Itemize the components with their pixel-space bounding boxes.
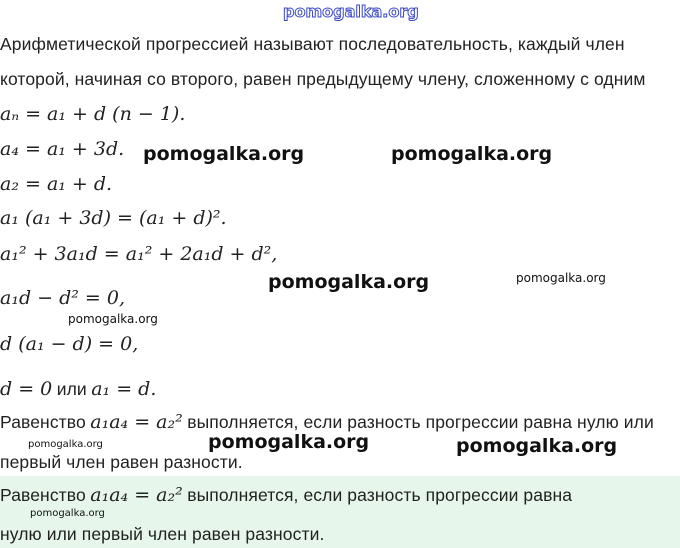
conclusion-rest: выполняется, если разность прогрессии равна нулю или — [187, 412, 654, 432]
formula-a2: a₂ = a₁ + d. — [0, 173, 113, 195]
formula-simplified: a₁d − d² = 0, — [0, 287, 126, 309]
formula-solutions — [0, 378, 156, 400]
intro-line-1: Арифметической прогрессией называют последовательность, каждый член — [0, 34, 625, 54]
watermark: pomogalka.org — [28, 439, 103, 450]
conclusion-expr: a₁a₄ = a₂² — [90, 411, 183, 433]
watermark: pomogalka.org — [456, 435, 618, 457]
formula-product: a₁ (a₁ + 3d) = (a₁ + d)². — [0, 207, 227, 229]
answer-expr: a₁a₄ = a₂² — [90, 484, 183, 506]
intro-line-2: которой, начиная со второго, равен предыдущему члену, сложенному с одним — [0, 69, 646, 89]
answer-line-1 — [0, 484, 572, 506]
watermark: pomogalka.org — [68, 312, 158, 326]
answer-line-2: нулю или первый член равен разности. — [0, 524, 325, 544]
watermark: pomogalka.org — [143, 143, 305, 165]
formula-expanded: a₁² + 3a₁d = a₁² + 2a₁d + d², — [0, 243, 278, 265]
formula-factored: d (a₁ − d) = 0, — [0, 333, 139, 355]
solution-or: или — [56, 379, 87, 399]
formula-a4: a₄ = a₁ + 3d. — [0, 138, 125, 160]
watermark: pomogalka.org — [268, 271, 430, 293]
answer-word: Равенство — [0, 485, 86, 505]
watermark: pomogalka.org — [30, 508, 105, 519]
conclusion-line-2: первый член равен разности. — [0, 452, 243, 472]
watermark: pomogalka.org — [208, 431, 370, 453]
answer-rest: выполняется, если разность прогрессии равна — [187, 485, 573, 505]
watermark: pomogalka.org — [391, 143, 553, 165]
solution-d-zero: d = 0 — [0, 378, 53, 400]
solution-a1-equals-d: a₁ = d. — [91, 378, 157, 400]
watermark: pomogalka.org — [516, 271, 606, 285]
conclusion-line-1 — [0, 411, 654, 433]
watermark-top: pomogalka.org — [283, 2, 419, 21]
formula-general-term: aₙ = a₁ + d (n − 1). — [0, 103, 186, 125]
conclusion-word: Равенство — [0, 412, 86, 432]
